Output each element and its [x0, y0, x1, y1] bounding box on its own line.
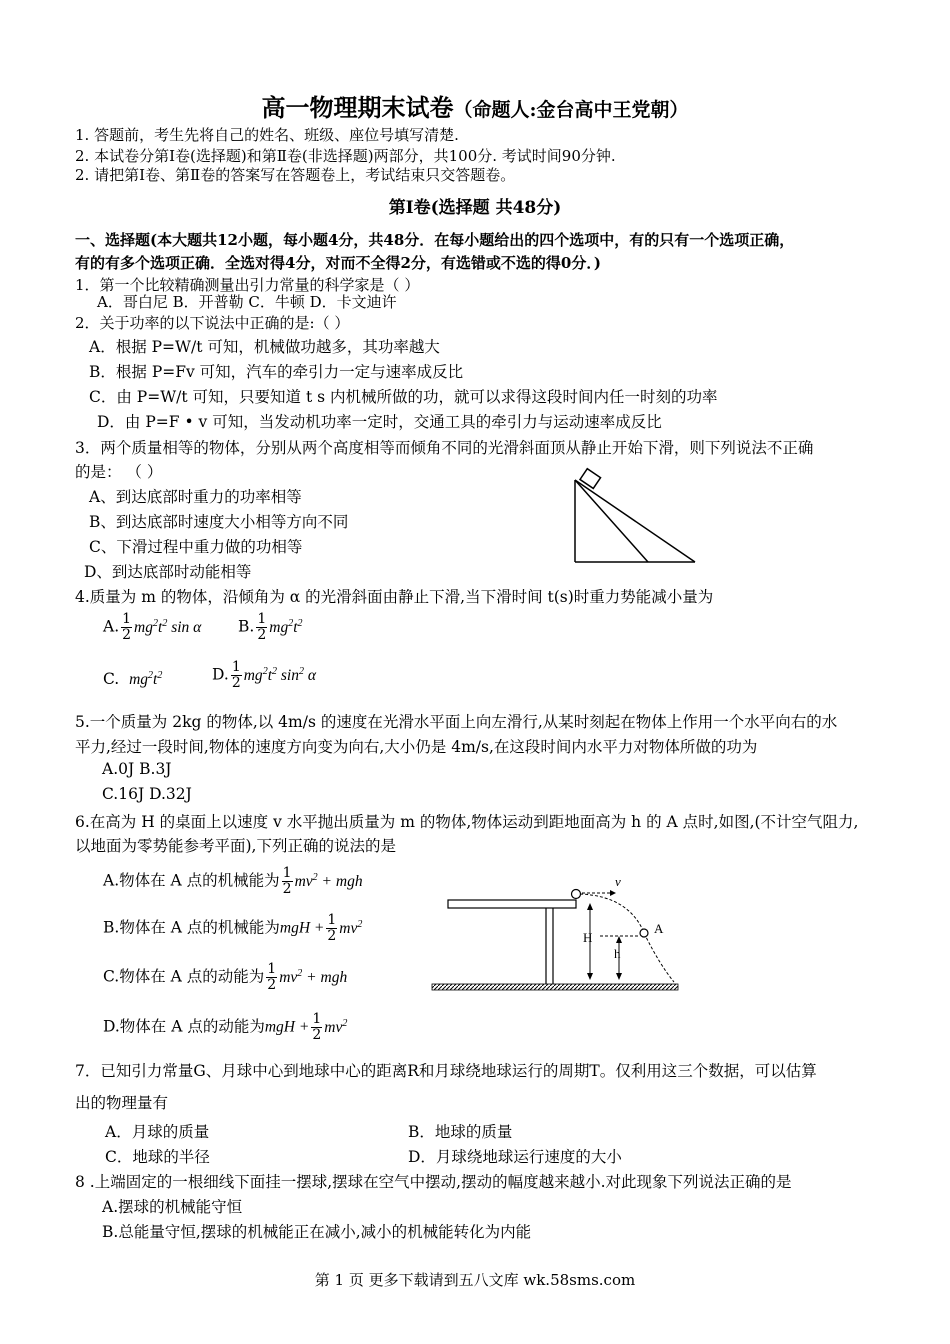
label-h: h: [614, 946, 621, 961]
q6-stem-line2: 以地面为零势能参考平面),下列正确的说法的是: [75, 837, 396, 855]
label-H: H: [583, 930, 593, 945]
q7-option-c: C．地球的半径: [105, 1148, 210, 1166]
q4-option-a: A. $\frac{1}{2}$ $mg^2t^2$ sin α: [103, 611, 202, 643]
q7-option-a: A．月球的质量: [105, 1123, 210, 1141]
q3-option-d: D、到达底部时动能相等: [84, 563, 252, 581]
q2-option-b: B．根据 P=Fv 可知，汽车的牵引力一定与速率成反比: [89, 363, 464, 381]
q6-option-c: C.物体在 A 点的动能为 $\frac{1}{2}$ $mv^2$ + mgh: [103, 961, 348, 993]
q5-options-row2: C.16J D.32J: [102, 785, 192, 803]
q3-stem-line1: 3．两个质量相等的物体，分别从两个高度相等而倾角不同的光滑斜面顶从静止开始下滑，则下列说法不正确: [75, 439, 814, 457]
q8-option-a: A.摆球的机械能守恒: [102, 1198, 243, 1216]
q3-option-b: B、到达底部时速度大小相等方向不同: [89, 513, 349, 531]
instruction-1: 1. 答题前，考生先将自己的姓名、班级、座位号填写清楚.: [75, 126, 459, 144]
q7-stem-line1: 7．已知引力常量G、月球中心到地球中心的距离R和月球绕地球运行的周期T。仅利用这三个数据，可以估算: [75, 1062, 817, 1080]
q7-option-d: D．月球绕地球运行速度的大小: [408, 1148, 622, 1166]
q2-option-a: A．根据 P=W/t 可知，机械做功越多，其功率越大: [89, 338, 440, 356]
incline-figure: [560, 465, 700, 565]
label-A: A: [654, 921, 664, 936]
q6-option-a: A.物体在 A 点的机械能为 $\frac{1}{2}$ $mv^2$ + mgh: [103, 865, 363, 897]
section-intro-line1: 一、选择题(本大题共12小题，每小题4分，共48分．在每小题给出的四个选项中，有的只有一个选项正确，: [75, 231, 795, 249]
q6-stem-line1: 6.在高为 H 的桌面上以速度 v 水平抛出质量为 m 的物体,物体运动到距地面高为 h 的 A 点时,如图,(不计空气阻力,: [75, 813, 859, 831]
q4-option-b: B. $\frac{1}{2}$ $mg^2t^2$: [238, 611, 303, 643]
q7-option-b: B．地球的质量: [408, 1123, 513, 1141]
q2-option-c: C．由 P=W/t 可知，只要知道 t s 内机械所做的功，就可以求得这段时间内任一时刻的功率: [89, 388, 718, 406]
q1-options: A．哥白尼 B．开普勒 C．牛顿 D．卡文迪许: [97, 293, 397, 311]
section-intro-line2: 有的有多个选项正确．全选对得4分，对而不全得2分，有选错或不选的得0分．): [75, 254, 601, 272]
q4-stem: 4.质量为 m 的物体，沿倾角为 α 的光滑斜面由静止下滑,当下滑时间 t(s)时重力势能减小量为: [75, 588, 714, 606]
q2-stem: 2．关于功率的以下说法中正确的是:（ ）: [75, 314, 350, 332]
q3-option-a: A、到达底部时重力的功率相等: [89, 488, 302, 506]
q1-stem: 1．第一个比较精确测量出引力常量的科学家是（ ）: [75, 276, 420, 294]
instruction-3: 2. 请把第Ⅰ卷、第Ⅱ卷的答案写在答题卷上，考试结束只交答题卷。: [75, 166, 516, 184]
q4-option-d: D. $\frac{1}{2}$ $mg^2t^2$ $\sin^2 \alpha$: [212, 659, 316, 691]
label-v: v: [615, 874, 621, 889]
section-title: 第Ⅰ卷(选择题 共48分): [388, 198, 562, 218]
q8-option-b: B.总能量守恒,摆球的机械能正在减小,减小的机械能转化为内能: [102, 1223, 532, 1241]
q4-option-c: C. $mg^2t^2$: [103, 670, 163, 689]
q7-stem-line2: 出的物理量有: [75, 1094, 169, 1112]
q5-stem-line1: 5.一个质量为 2kg 的物体,以 4m/s 的速度在光滑水平面上向左滑行,从某时刻起在物体上作用一个水平向右的水: [75, 713, 838, 731]
q5-stem-line2: 平力,经过一段时间,物体的速度方向变为向右,大小仍是 4m/s,在这段时间内水平力对物体所做的功为: [75, 738, 758, 756]
projectile-figure: [430, 870, 685, 995]
q6-option-d: D.物体在 A 点的动能为mgH + $\frac{1}{2}$ $mv^2$: [103, 1011, 348, 1043]
q6-option-b: B.物体在 A 点的机械能为mgH + $\frac{1}{2}$ $mv^2$: [103, 912, 363, 944]
instruction-2: 2. 本试卷分第Ⅰ卷(选择题)和第Ⅱ卷(非选择题)两部分，共100分. 考试时间90分钟.: [75, 147, 616, 165]
page-footer: 第 1 页 更多下载请到五八文库 wk.58sms.com: [314, 1271, 636, 1289]
q2-option-d: D．由 P=F • v 可知，当发动机功率一定时，交通工具的牵引力与运动速率成反比: [97, 413, 662, 431]
page-title: 高一物理期末试卷（命题人:金台高中王党朝）: [261, 93, 689, 122]
q3-option-c: C、下滑过程中重力做的功相等: [89, 538, 303, 556]
q8-stem: 8 .上端固定的一根细线下面挂一摆球,摆球在空气中摆动,摆动的幅度越来越小.对此现象下列说法正确的是: [75, 1173, 792, 1191]
q3-stem-line2: 的是： （ ）: [75, 463, 163, 481]
q5-options-row1: A.0J B.3J: [102, 760, 172, 778]
